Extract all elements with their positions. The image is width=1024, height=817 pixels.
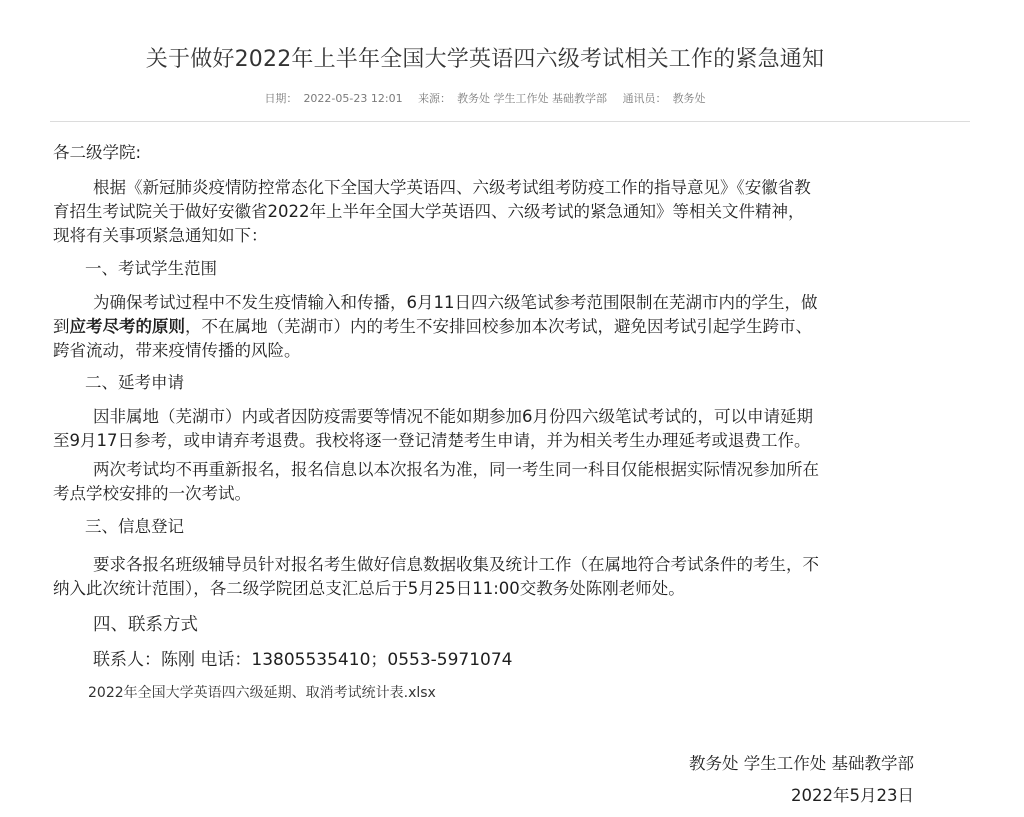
divider [50, 121, 970, 122]
section2-line-4: 考点学校安排的一次考试。 [53, 484, 251, 503]
meta-date-label: 日期： [264, 92, 298, 105]
section1-prefix: 到 [53, 317, 70, 336]
section1-line-2 [53, 315, 812, 339]
signature-date: 2022年5月23日 [791, 786, 914, 805]
section3-line-2: 纳入此次统计范围），各二级学院团总支汇总后于5月25日11:00交教务处陈刚老师处。 [53, 579, 685, 598]
meta-reporter-value: 教务处 [672, 92, 706, 105]
section3-heading: 三、信息登记 [85, 517, 184, 536]
section2-line-2: 至9月17日参考，或申请弃考退费。我校将逐一登记清楚考生申请，并为相关考生办理延考或退费工作。 [53, 431, 811, 450]
article-meta [0, 90, 970, 106]
meta-source-value: 教务处 学生工作处 基础教学部 [457, 92, 608, 105]
meta-date-value: 2022-05-23 12:01 [303, 92, 403, 105]
meta-source [415, 92, 610, 105]
meta-reporter [620, 92, 709, 105]
section1-line-3: 跨省流动，带来疫情传播的风险。 [53, 341, 301, 360]
intro-line-3: 现将有关事项紧急通知如下： [53, 226, 268, 245]
meta-reporter-label: 通讯员： [622, 92, 667, 105]
intro-line-2: 育招生考试院关于做好安徽省2022年上半年全国大学英语四、六级考试的紧急通知》等相关文件精神， [53, 202, 805, 221]
section3-line-1: 要求各报名班级辅导员针对报名考生做好信息数据收集及统计工作（在属地符合考试条件的考生，不 [93, 555, 819, 574]
section1-comma: ， [185, 317, 202, 336]
section1-heading: 一、考试学生范围 [85, 259, 217, 278]
page-title: 关于做好2022年上半年全国大学英语四六级考试相关工作的紧急通知 [145, 47, 825, 72]
attachment-link[interactable]: 2022年全国大学英语四六级延期、取消考试统计表.xlsx [88, 685, 436, 701]
salutation: 各二级学院: [53, 143, 142, 162]
signature-org: 教务处 学生工作处 基础教学部 [689, 754, 914, 773]
intro-line-1: 根据《新冠肺炎疫情防控常态化下全国大学英语四、六级考试组考防疫工作的指导意见》《安徽省教 [93, 178, 811, 197]
section1-line-2-rest: 不在属地（芜湖市）内的考生不安排回校参加本次考试，避免因考试引起学生跨市、 [201, 317, 812, 336]
meta-source-label: 来源： [418, 92, 452, 105]
section4-heading: 四、联系方式 [93, 615, 198, 635]
section2-line-1: 因非属地（芜湖市）内或者因防疫需要等情况不能如期参加6月份四六级笔试考试的，可以申请延期 [93, 407, 813, 426]
section2-heading: 二、延考申请 [85, 373, 184, 392]
contact-line: 联系人：陈刚 电话：13805535410；0553-5971074 [93, 650, 513, 670]
section1-line-1: 为确保考试过程中不发生疫情输入和传播，6月11日四六级笔试参考范围限制在芜湖市内的学生，做 [93, 293, 818, 312]
section2-line-3: 两次考试均不再重新报名，报名信息以本次报名为准，同一考生同一科目仅能根据实际情况参加所在 [93, 460, 819, 479]
section1-bold-principle: 应考尽考的原则 [69, 317, 185, 336]
meta-date [261, 92, 405, 105]
